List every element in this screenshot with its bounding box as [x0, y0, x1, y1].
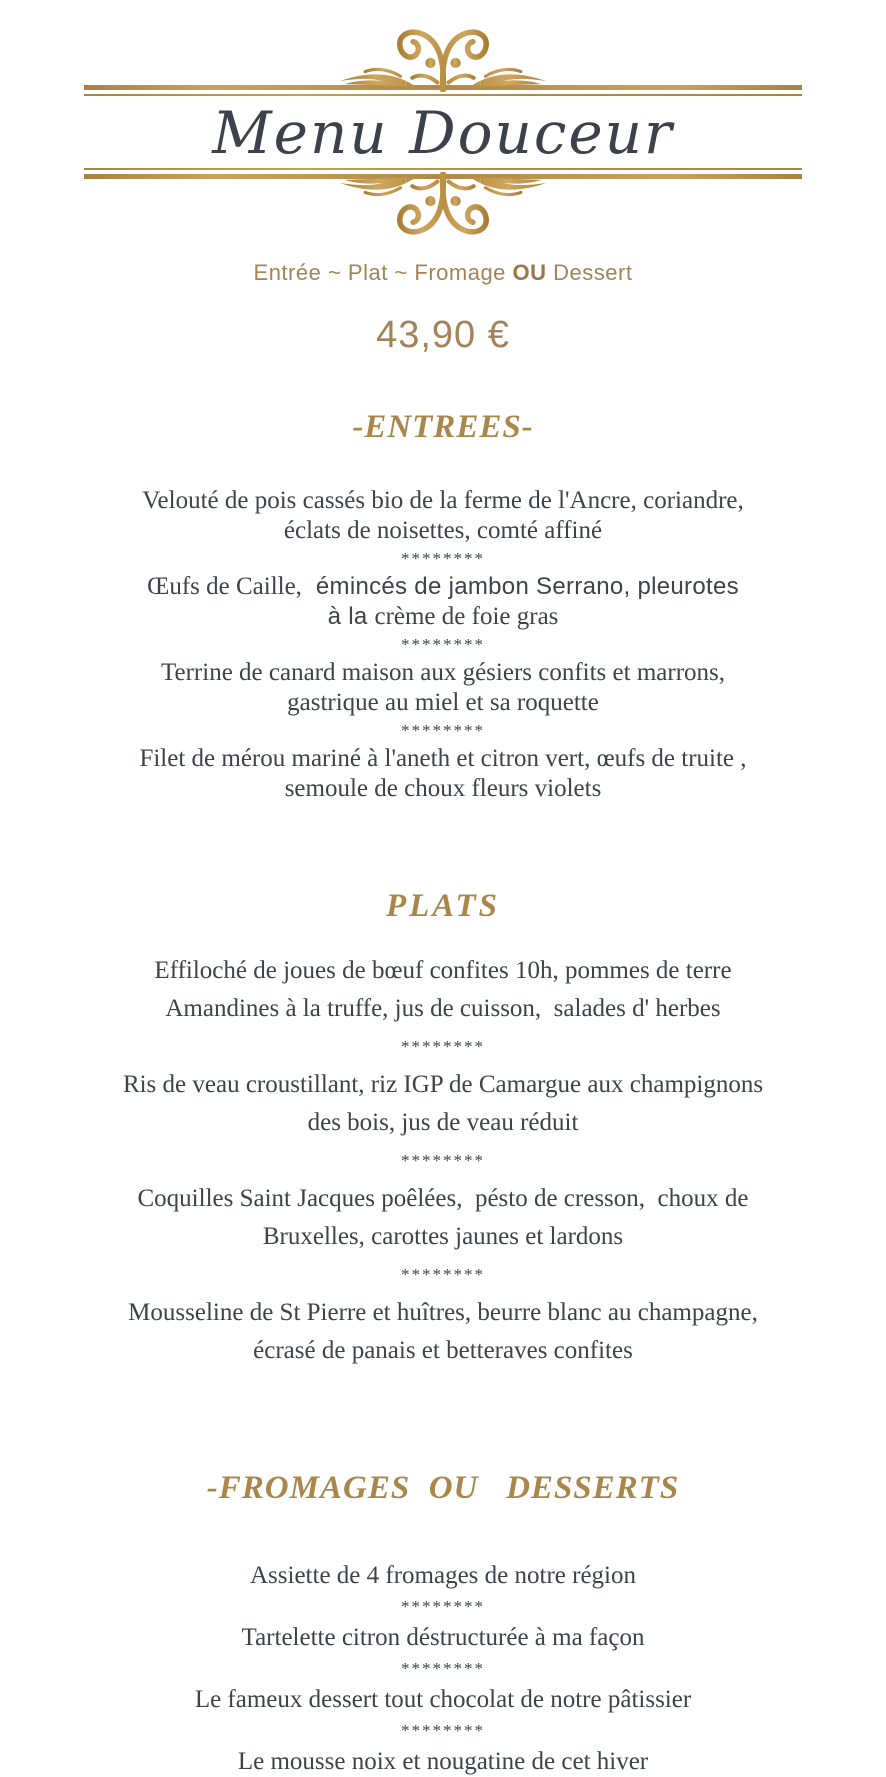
section-plats	[0, 888, 886, 1370]
menu-item	[0, 1685, 886, 1715]
menu-item	[0, 1747, 886, 1777]
item-line: Le fameux dessert tout chocolat de notre pâtissier	[194, 1686, 692, 1714]
menu-price: 43,90 €	[376, 314, 510, 356]
menu-item	[0, 1294, 886, 1370]
menu-item	[0, 1623, 886, 1653]
flourish-ornament-bottom-icon	[307, 172, 579, 238]
gold-rule-top-thin	[84, 94, 802, 96]
gold-rule-bottom-thin	[84, 168, 802, 170]
item-line: Ris de veau croustillant, riz IGP de Camargue aux champignons	[122, 1071, 764, 1099]
section-fromages-heading: -FROMAGES OU DESSERTS	[206, 1470, 680, 1507]
menu-header	[0, 26, 886, 238]
menu-item	[0, 658, 886, 718]
item-line: Velouté de pois cassés bio de la ferme de l'Ancre, coriandre,	[142, 487, 744, 514]
formula-part1: Entrée ~ Plat ~ Fromage	[253, 260, 513, 285]
stars-separator: ********	[401, 1597, 485, 1617]
entrees-items	[0, 486, 886, 804]
item-line-rest: crème de foie gras	[374, 603, 559, 630]
item-line: Bruxelles, carottes jaunes et lardons	[262, 1223, 624, 1251]
item-line-lead: Œufs de Caille,	[147, 573, 302, 600]
menu-item	[0, 486, 886, 546]
item-line: Effiloché de joues de bœuf confites 10h, pommes de terre	[154, 957, 732, 985]
stars-separator: ********	[401, 1265, 485, 1285]
menu-item	[0, 1180, 886, 1256]
menu-formula	[0, 260, 886, 286]
stars-separator: ********	[401, 1037, 485, 1057]
menu-item	[0, 1561, 886, 1591]
item-line: gastrique au miel et sa roquette	[287, 689, 599, 716]
item-line: Terrine de canard maison aux gésiers confits et marrons,	[160, 659, 725, 686]
item-line: Le mousse noix et nougatine de cet hiver	[237, 1748, 649, 1776]
item-line: Mousseline de St Pierre et huîtres, beurre blanc au champagne,	[128, 1299, 758, 1327]
menu-item	[0, 572, 886, 632]
menu-title: Menu Douceur	[212, 99, 674, 167]
section-fromages-desserts	[0, 1470, 886, 1777]
section-entrees	[0, 409, 886, 804]
item-line: Amandines à la truffe, jus de cuisson, salades d' herbes	[165, 995, 721, 1023]
formula-part2: Dessert	[546, 260, 633, 285]
item-line: semoule de choux fleurs violets	[284, 775, 602, 802]
item-line-rest: émincés de jambon Serrano, pleurotes	[301, 573, 739, 600]
menu-item	[0, 744, 886, 804]
stars-separator: ********	[401, 1721, 485, 1741]
fromages-desserts-items	[0, 1561, 886, 1777]
plats-items	[0, 952, 886, 1370]
stars-separator: ********	[401, 1659, 485, 1679]
menu-item	[0, 952, 886, 1028]
item-line: Tartelette citron déstructurée à ma façon	[241, 1624, 645, 1652]
section-plats-heading: PLATS	[385, 888, 501, 924]
item-line: Filet de mérou mariné à l'aneth et citron vert, œufs de truite ,	[139, 745, 747, 772]
item-line: des bois, jus de veau réduit	[307, 1109, 579, 1137]
flourish-ornament-top-icon	[307, 26, 579, 92]
item-line: écrasé de panais et betteraves confites	[253, 1337, 633, 1365]
section-entrees-heading: -ENTREES-	[352, 409, 534, 445]
item-line-lead: à la	[327, 603, 375, 630]
formula-ou: OU	[512, 260, 547, 285]
menu-item	[0, 1066, 886, 1142]
stars-separator: ********	[401, 549, 485, 568]
stars-separator: ********	[401, 635, 485, 654]
item-line: éclats de noisettes, comté affiné	[283, 517, 603, 544]
item-line: Assiette de 4 fromages de notre région	[250, 1562, 636, 1590]
stars-separator: ********	[401, 721, 485, 740]
item-line: Coquilles Saint Jacques poêlées, pésto de cresson, choux de	[137, 1185, 749, 1213]
stars-separator: ********	[401, 1151, 485, 1171]
